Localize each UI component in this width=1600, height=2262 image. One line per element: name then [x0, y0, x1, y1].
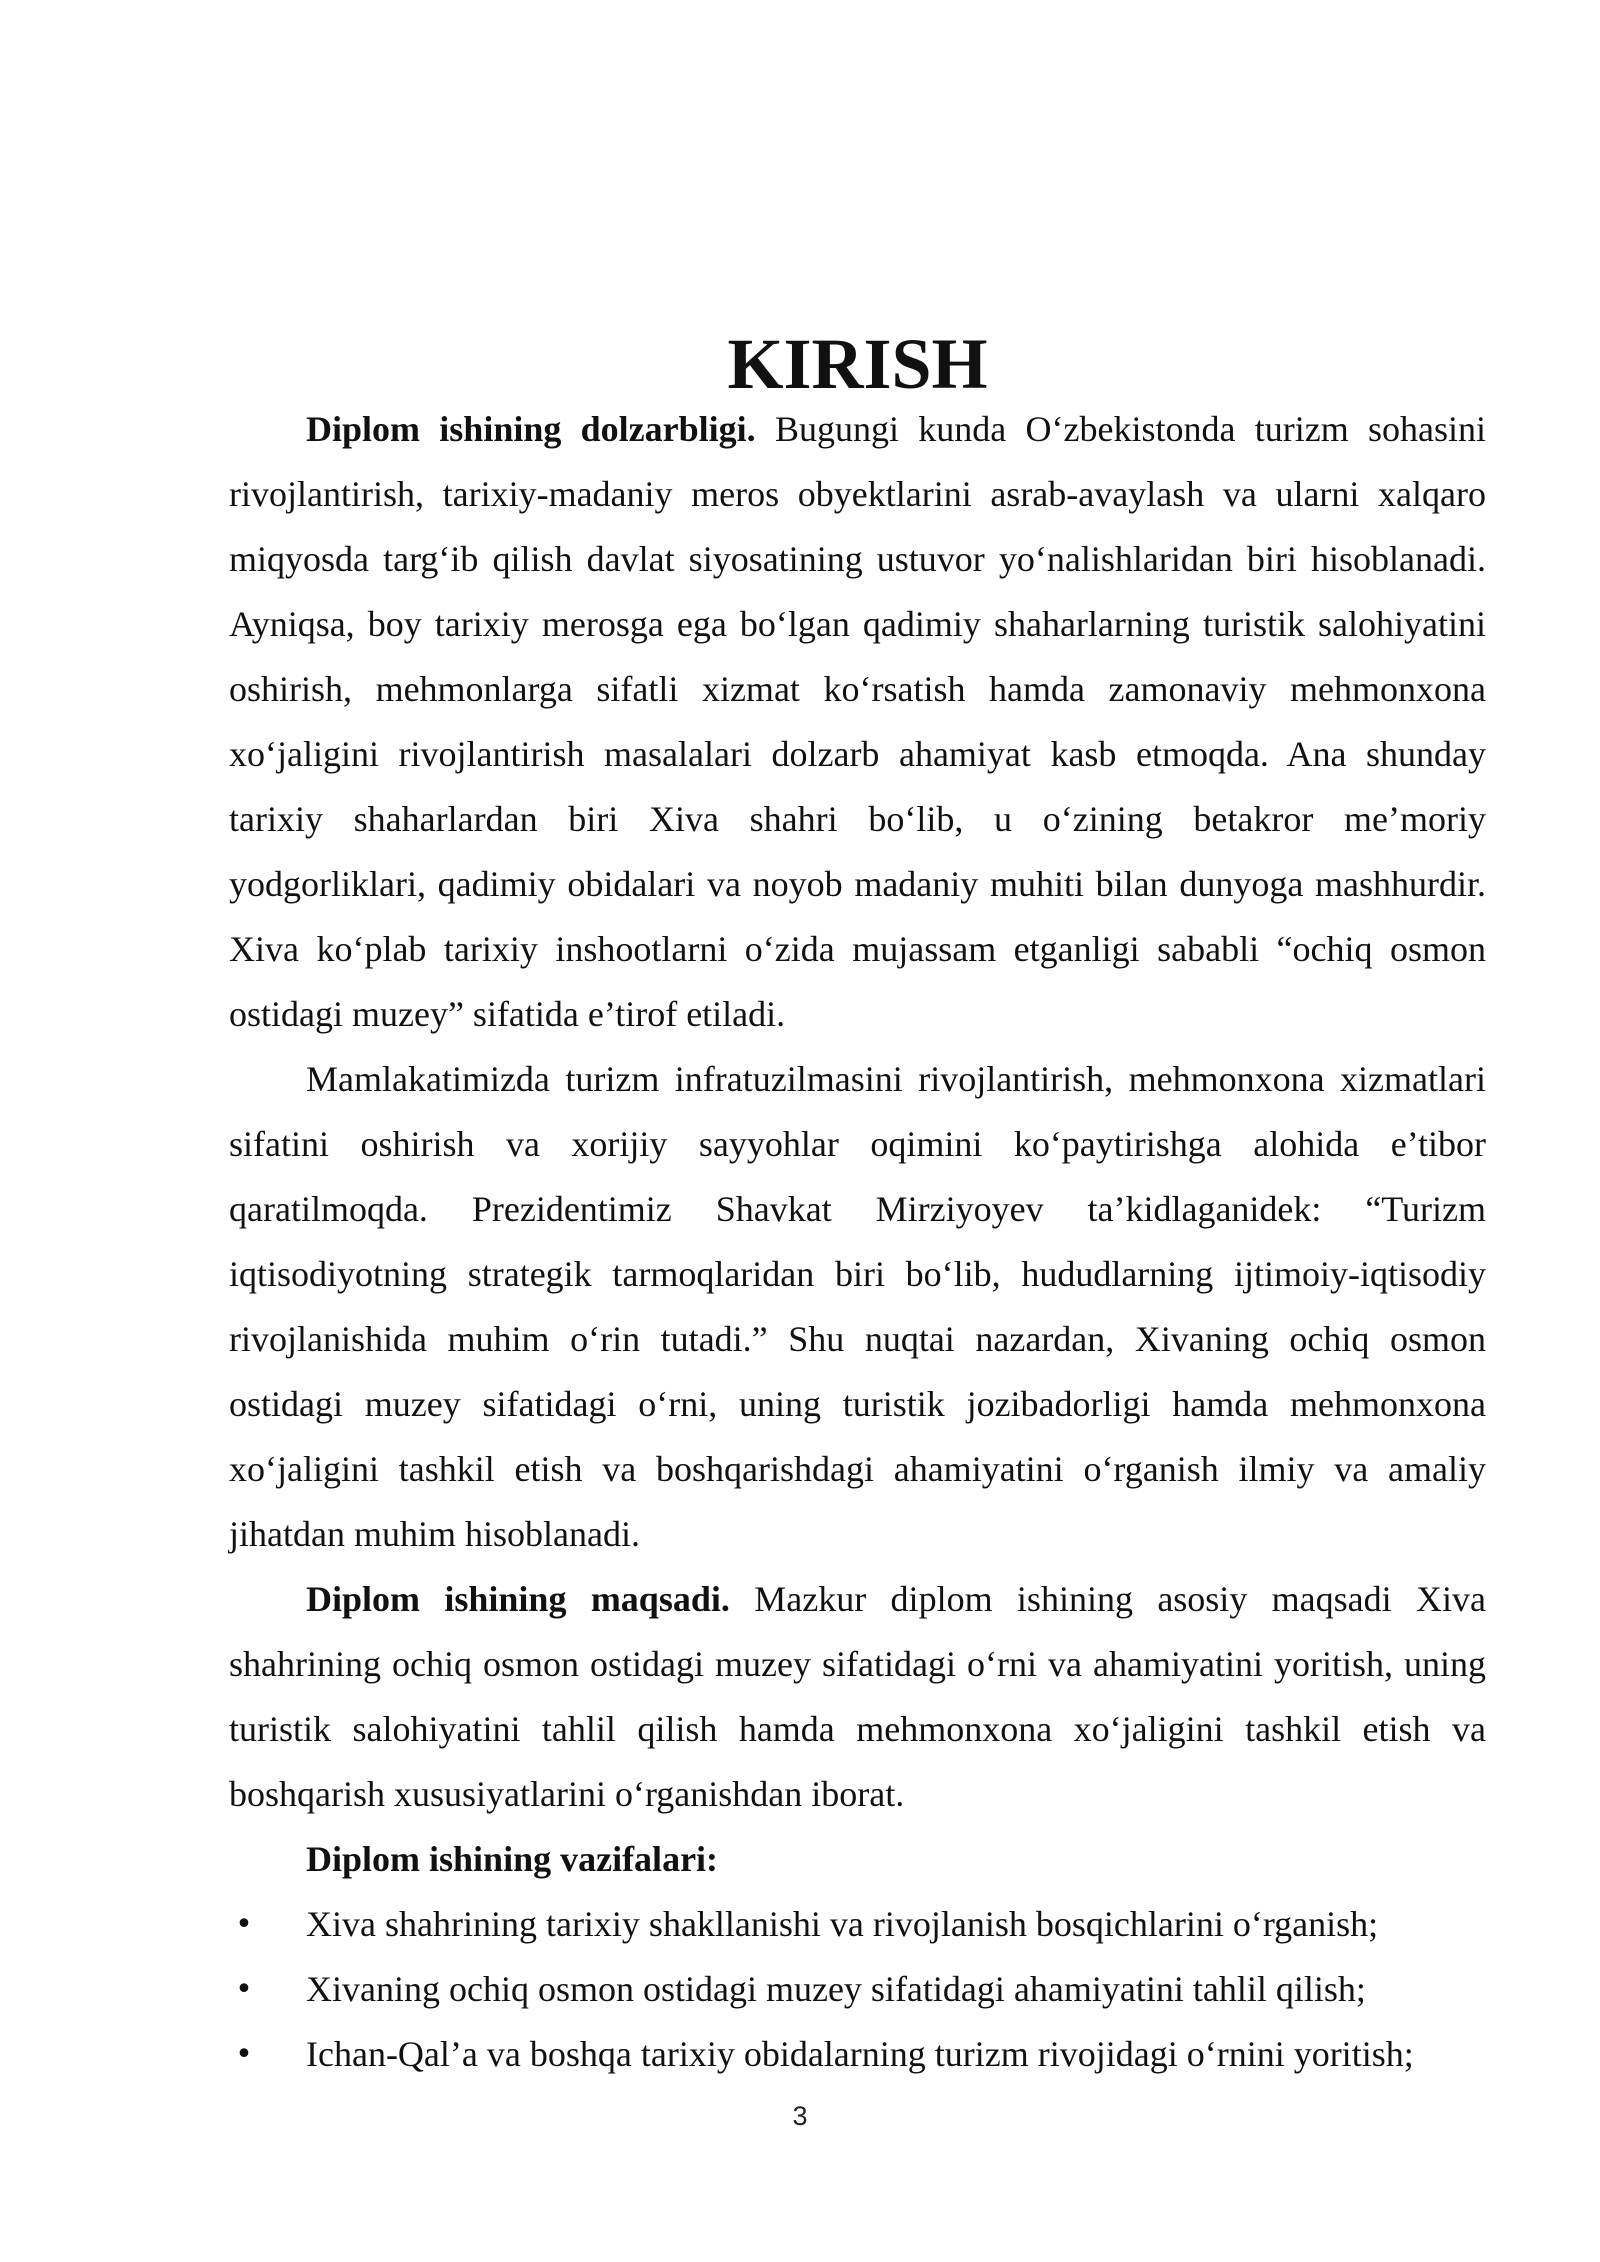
section-title: KIRISH	[727, 324, 988, 404]
paragraph-text-goal: Mazkur diplom ishining asosiy maqsadi Xiva shahrining ochiq osmon ostidagi muzey sifatidagi o‘rni va ahamiyatini yoritish, uning turistik salohiyatini tahlil qilish hamda mehmonxona xo‘jaligini tashkil etish va boshqarish xususiyatlarini o‘rganishdan iborat.	[229, 1579, 1486, 1814]
paragraph-goal	[229, 1567, 1486, 1827]
bullet-icon: •	[235, 1907, 253, 1942]
bullet-icon: •	[235, 1972, 253, 2007]
paragraph-relevance	[229, 397, 1486, 1047]
paragraph-text-relevance: Bugungi kunda O‘zbekistonda turizm sohasini rivojlantirish, tarixiy-madaniy meros obyektlarini asrab-avaylash va ularni xalqaro miqyosda targ‘ib qilish davlat siyosatining ustuvor yo‘nalishlaridan biri hisoblanadi. Ayniqsa, boy tarixiy merosga ega bo‘lgan qadimiy shaharlarning turistik salohiyatini oshirish, mehmonlarga sifatli xizmat ko‘rsatish hamda zamonaviy mehmonxona xo‘jaligini rivojlantirish masalalari dolzarb ahamiyat kasb etmoqda. Ana shunday tarixiy shaharlardan biri Xiva shahri bo‘lib, u o‘zining betakror me’moriy yodgorliklari, qadimiy obidalari va noyob madaniy muhiti bilan dunyoga mashhurdir. Xiva ko‘plab tarixiy inshootlarni o‘zida mujassam etganligi sababli “ochiq osmon ostidagi muzey” sifatida e’tirof etiladi.	[229, 409, 1486, 1034]
tasks-heading: Diplom ishining vazifalari:	[306, 1839, 719, 1879]
paragraph-infrastructure	[229, 1047, 1486, 1567]
page-content	[229, 324, 1486, 2087]
bullet-icon: •	[235, 2037, 253, 2072]
task-text: Xiva shahrining tarixiy shakllanishi va rivojlanish bosqichlarini o‘rganish;	[306, 1904, 1379, 1944]
list-item	[229, 1892, 1486, 1957]
tasks-list	[229, 1892, 1486, 2087]
paragraph-text-infrastructure: Mamlakatimizda turizm infratuzilmasini rivojlantirish, mehmonxona xizmatlari sifatini oshirish va xorijiy sayyohlar oqimini ko‘paytirishga alohida e’tibor qaratilmoqda. Prezidentimiz Shavkat Mirziyoyev ta’kidlaganidek: “Turizm iqtisodiyotning strategik tarmoqlaridan biri bo‘lib, hududlarning ijtimoiy-iqtisodiy rivojlanishida muhim o‘rin tutadi.” Shu nuqtai nazardan, Xivaning ochiq osmon ostidagi muzey sifatidagi o‘rni, uning turistik jozibadorligi hamda mehmonxona xo‘jaligini tashkil etish va boshqarishdagi ahamiyatini o‘rganish ilmiy va amaliy jihatdan muhim hisoblanadi.	[229, 1059, 1486, 1554]
task-text: Ichan-Qal’a va boshqa tarixiy obidalarning turizm rivojidagi o‘rnini yoritish;	[306, 2034, 1414, 2074]
paragraph-lead-goal: Diplom ishining maqsadi.	[306, 1579, 730, 1619]
list-item	[229, 1957, 1486, 2022]
task-text: Xivaning ochiq osmon ostidagi muzey sifatidagi ahamiyatini tahlil qilish;	[306, 1969, 1366, 2009]
paragraph-lead-relevance: Diplom ishining dolzarbligi.	[306, 409, 756, 449]
page-number: 3	[792, 2101, 808, 2131]
list-item	[229, 2022, 1486, 2087]
